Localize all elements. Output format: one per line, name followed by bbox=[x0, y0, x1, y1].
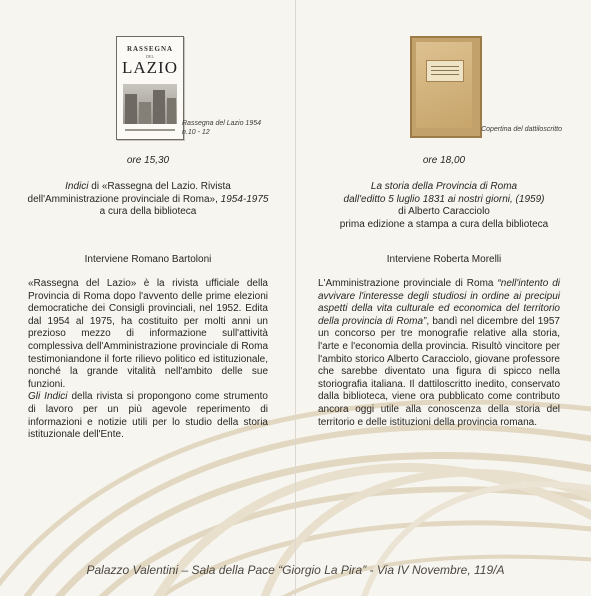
left-body-paragraph: «Rassegna del Lazio» è la rivista ufficiale della Provincia di Roma dopo l'avvento delle prime elezioni democratiche dei Consigli provinciali, nel 1952. Edita dal 1954 al 1975, ha costituito per molti anni un prezioso mezzo di informazione sull'attività complessiva dell'Amministrazione provinciale di Roma testimoniandone il forte rilievo politico ed istituzionale, nonché la grande vitalità nell'ambito delle sue funzioni. bbox=[28, 278, 268, 390]
left-body-paragraph: Gli Indici della rivista si propongono come strumento di lavoro per un più agevole reperimento di informazioni e notizie utili per lo studio della storia istituzionale dell'Ente. bbox=[28, 391, 268, 441]
page-fold bbox=[295, 0, 296, 596]
right-speaker: Interviene Roberta Morelli bbox=[386, 254, 502, 265]
rassegna-cover-caption: Rassegna del Lazio 1954 n.10 - 12 bbox=[182, 120, 262, 136]
cover-title-line2: DEL bbox=[146, 54, 154, 59]
typescript-cover-caption: Copertina del dattiloscritto bbox=[481, 126, 562, 133]
left-speaker: Interviene Romano Bartoloni bbox=[84, 254, 212, 265]
right-event-title: La storia della Provincia di Roma dall'editto 5 luglio 1831 ai nostri giorni, (1959) di Alberto Caracciolo prima edizione a stampa a cura della biblioteca bbox=[339, 181, 549, 230]
cover-photo bbox=[123, 84, 177, 124]
left-event-title: Indici di «Rassegna del Lazio. Rivista dell'Amministrazione provinciale di Roma», 1954-1975 a cura della biblioteca bbox=[27, 181, 269, 217]
venue-footer: Palazzo Valentini – Sala della Pace “Giorgio La Pira” - Via IV Novembre, 119/A bbox=[86, 563, 505, 577]
left-time: ore 15,30 bbox=[126, 155, 170, 166]
left-body-text bbox=[28, 278, 268, 442]
right-time: ore 18,00 bbox=[422, 155, 466, 166]
cover-title-line3: LAZIO bbox=[122, 58, 178, 77]
right-body-text: L'Amministrazione provinciale di Roma “nell'intento di avvivare l'interesse degli studiosi in ordine ai precipui aspetti della vita culturale ed economica del territorio della provincia di Roma”, bandì nel dicembre del 1957 un concorso per tre monografie relative alla storia, l'arte e l'economia della provincia. Risultò vincitore per l'ambito storico Alberto Caracciolo, giovane professore che sarebbe diventato una figura di spicco nella storiografia italiana. Il dattiloscritto inedito, conservato dalla biblioteca, viene ora pubblicato come contributo ancora oggi utile alla conoscenza della storia del territorio e delle istituzioni della provincia romana. bbox=[318, 278, 560, 428]
typescript-cover-image bbox=[410, 36, 482, 138]
rassegna-cover-image bbox=[116, 36, 184, 140]
cover-title-line1: RASSEGNA bbox=[126, 45, 174, 53]
